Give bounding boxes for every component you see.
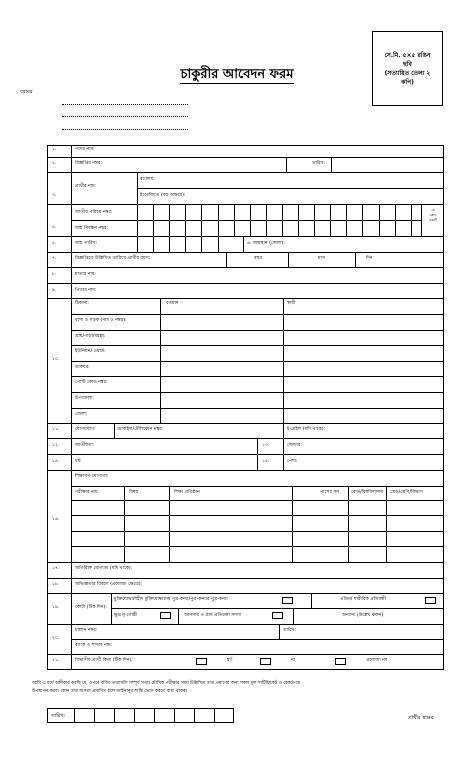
- cell-divider: [379, 204, 380, 236]
- declaration-line-1: আমি এ মর্মে অঙ্গীকার করছি যে, ওপরে বর্ণিত তথ্যাবলি সম্পূর্ণ সত্য। মৌখিক পরীক্ষার সময় উল্লিখিত তথ্য প্রমাণের জন্য সকল মূল সার্টিফিকেট ও রেকর্ডপত্র: [32, 681, 300, 686]
- row-line: [47, 267, 444, 268]
- applicant-name-label: প্রার্থীর নাম:: [75, 184, 97, 189]
- mother-name-label: মাতার নাম:: [75, 272, 96, 277]
- addressee-line-2[interactable]: [62, 116, 188, 117]
- quota-orphan-disabled-checkbox[interactable]: [425, 597, 436, 604]
- age-year-label: বছর: [254, 256, 262, 261]
- cell-divider: [257, 438, 258, 470]
- nationality-label: জাতীয়তা:: [75, 443, 95, 448]
- cell-divider: [266, 204, 267, 236]
- cell-divider: [153, 236, 154, 252]
- cell-divider: [293, 608, 294, 624]
- row-line: [47, 252, 444, 253]
- note-line: কোন: [429, 213, 437, 217]
- cell-divider: [411, 204, 412, 236]
- row-line: [71, 408, 444, 409]
- row-line: [71, 531, 444, 532]
- page-title-text: চাকুরীর আবেদন ফরম: [180, 67, 294, 82]
- row-8-number: ৮.: [52, 272, 57, 277]
- cell-divider: [330, 204, 331, 236]
- row-line: [47, 283, 444, 284]
- cell-divider: [283, 438, 284, 470]
- cell-divider: [114, 708, 115, 723]
- declaration-line-2: উপস্থাপন করব। কোন তথ্য অসত্য প্রমাণিত হলে আইনানুগ শাস্তি ভোগ করতে বাধ্য থাকব।: [32, 689, 187, 694]
- challan-date-label: তারিখ:: [283, 628, 297, 633]
- cell-divider: [134, 708, 135, 723]
- cell-divider: [114, 423, 115, 438]
- row-line: [47, 470, 444, 471]
- row-line: [71, 546, 444, 547]
- age-day-label: দিন: [366, 256, 373, 261]
- row-2-number: ২.: [52, 161, 57, 166]
- exam-name-header: পরীক্ষার নাম: [75, 490, 98, 495]
- row-line: [47, 157, 444, 158]
- footer-date-label: তারিখ:: [51, 713, 66, 719]
- occupation-label: পেশা:: [287, 459, 298, 464]
- name-bangla-label: বাংলায়:: [140, 177, 155, 182]
- cell-divider: [386, 486, 387, 562]
- departmental-yes-checkbox[interactable]: [196, 658, 207, 665]
- cell-divider: [153, 204, 154, 236]
- row-12-number: ১২.: [52, 443, 60, 448]
- departmental-yes-label: হ্যাঁ: [227, 658, 233, 663]
- cell-divider: [169, 486, 170, 562]
- row-19-number: ১৯.: [52, 605, 60, 610]
- email-label: ই-মেইল (যদি থাকে):: [287, 427, 326, 432]
- row-line: [47, 172, 444, 173]
- row-7-number: ৭.: [52, 256, 57, 261]
- cell-divider: [185, 236, 186, 252]
- row-20-number: ২০.: [52, 636, 60, 641]
- birthplace-label: ৬. জন্মস্থান (জেলা):: [247, 241, 285, 246]
- cell-divider: [362, 204, 363, 236]
- cell-divider: [201, 204, 202, 236]
- cell-divider: [283, 423, 284, 438]
- subject-header: বিষয়: [129, 490, 139, 495]
- address-field-label: জেলা:: [75, 411, 88, 417]
- departmental-na-checkbox[interactable]: [335, 658, 346, 665]
- row-line: [47, 578, 444, 579]
- cell-divider: [137, 236, 138, 252]
- address-field-label: উপজেলা:: [75, 396, 94, 401]
- name-english-label: ইংরেজিতে (বড় অক্ষরে):: [140, 193, 186, 198]
- footer-date-box[interactable]: [47, 708, 234, 723]
- age-month-label: মাস: [318, 256, 325, 261]
- row-13-number: ১৩.: [262, 443, 270, 448]
- address-field-label: ডাকঘর:: [75, 364, 90, 370]
- row-16-number: ১৬.: [52, 517, 60, 522]
- row-line: [71, 515, 444, 516]
- page-title: [0, 65, 474, 86]
- cell-divider: [298, 204, 299, 236]
- photo-line-4: কপি): [401, 78, 414, 86]
- date-of-birth-label: জন্ম তারিখ:: [75, 241, 98, 246]
- religion-label: ধর্ম:: [75, 459, 82, 464]
- quota-label: কোটা (টিক দিন):: [75, 605, 107, 610]
- addressee-line-3[interactable]: [62, 129, 188, 130]
- cell-divider: [395, 204, 396, 236]
- permanent-address-header: স্থায়ী: [287, 301, 296, 306]
- cell-divider: [250, 204, 251, 236]
- education-label: শিক্ষাগত যোগ্যতা:: [75, 474, 109, 479]
- photo-line-1: সে.মি. ৫×৫ রঙিন: [384, 51, 431, 59]
- cell-divider: [169, 236, 170, 252]
- age-label: বিজ্ঞপ্তিতে উল্লিখিত তারিখে প্রার্থীর বয়স:: [75, 256, 151, 261]
- circular-number-label: বিজ্ঞপ্তির নম্বর:: [75, 161, 102, 166]
- row-line: [71, 500, 444, 501]
- quota-ethnic-checkbox[interactable]: [160, 612, 171, 619]
- departmental-no-checkbox[interactable]: [260, 658, 271, 665]
- row-line: [47, 204, 444, 205]
- cell-divider: [218, 204, 219, 236]
- one-of-them-note: [422, 208, 444, 223]
- row-line: [71, 345, 444, 346]
- cell-divider: [174, 708, 175, 723]
- institution-header: শিক্ষা প্রতিষ্ঠান: [174, 490, 200, 495]
- cell-divider: [311, 593, 312, 608]
- present-address-header: বর্তমান: [166, 301, 179, 306]
- row-line: [111, 608, 444, 609]
- row-3-number: ৩.: [52, 193, 57, 198]
- row-18-number: ১৮.: [52, 582, 60, 587]
- row-line: [71, 392, 444, 393]
- cell-divider: [169, 204, 170, 236]
- cell-divider: [74, 708, 75, 723]
- cell-divider: [292, 486, 293, 562]
- photo-line-2: ছবি: [403, 60, 412, 68]
- row-line: [71, 639, 444, 640]
- quota-ethnic-label: ক্ষুদ্র নৃ-গোষ্ঠী: [114, 613, 138, 618]
- bank-branch-label: ব্যাংক ও শাখার নাম:: [75, 643, 113, 648]
- signature-label: প্রার্থীর স্বাক্ষর: [408, 715, 434, 721]
- address-field-label: পোস্ট কোড নম্বর:: [75, 380, 108, 386]
- mobile-label: মোবাইল/টেলিফোন নম্বর:: [117, 427, 164, 432]
- departmental-candidate-label: বিভাগীয় প্রার্থী কিনা (টিক দিন):: [75, 658, 133, 663]
- additional-qualification-label: অতিরিক্ত যোগ্যতা (যদি থাকে):: [75, 566, 133, 571]
- note-line: একটি: [428, 218, 438, 222]
- row-21-number: ২১.: [52, 658, 60, 663]
- row-4-number: ৪.: [52, 225, 57, 230]
- challan-number-label: চালান নম্বর:: [75, 628, 98, 633]
- cell-divider: [178, 608, 179, 624]
- note-line: যে: [431, 208, 435, 212]
- row-17-number: ১৭.: [52, 566, 60, 571]
- circular-date-label: তারিখ:: [312, 161, 326, 166]
- row-10-number: ১০.: [52, 357, 60, 362]
- cell-divider: [286, 157, 287, 172]
- row-15-number: ১৫.: [262, 459, 270, 464]
- cell-divider: [234, 204, 235, 236]
- row-line: [71, 486, 444, 487]
- cell-divider: [185, 204, 186, 236]
- cell-divider: [137, 204, 138, 236]
- row-line: [71, 330, 444, 331]
- cell-divider: [214, 708, 215, 723]
- cell-divider: [314, 204, 315, 236]
- nid-label: জাতীয় পরিচয় নম্বর:: [75, 210, 113, 215]
- quota-ansar-label: আনসার ও গ্রাম প্রতিরক্ষা সদস্য: [184, 613, 242, 618]
- row-line: [47, 654, 444, 655]
- row-1-number: ১.: [52, 147, 57, 152]
- cell-divider: [346, 204, 347, 236]
- gender-label: জেন্ডার:: [287, 443, 303, 448]
- cell-divider: [331, 157, 332, 172]
- departmental-no-label: না: [291, 658, 296, 663]
- passing-year-header: পাসের সন: [320, 490, 340, 495]
- cell-divider: [282, 204, 283, 236]
- address-field-label: ইউনিয়ন/ ওয়ার্ড:: [75, 349, 106, 355]
- row-14-number: ১৪.: [52, 459, 60, 464]
- row-line: [71, 361, 444, 362]
- addressee-line-1[interactable]: [62, 104, 188, 105]
- father-name-label: পিতার নাম:: [75, 288, 97, 293]
- row-line: [137, 188, 444, 189]
- addressee-label: বরাবর: [20, 89, 33, 95]
- row-line: [47, 593, 444, 594]
- quota-freedom-fighter-label: মুক্তিযোদ্ধা/শহীদ মুক্তিযোদ্ধাদের পুত্র-কন্যা/পুত্র-কন্যার পুত্র-কন্যা: [114, 597, 228, 602]
- row-line: [47, 624, 444, 625]
- cell-divider: [355, 252, 356, 267]
- birth-registration-label: জন্ম নিবন্ধন নম্বর:: [75, 226, 109, 231]
- address-field-label: গ্রাম/পাড়া/মহল্লা:: [75, 333, 106, 339]
- row-line: [47, 562, 444, 563]
- row-line: [47, 423, 444, 424]
- post-name-label: পদের নাম:: [75, 147, 95, 152]
- row-line: [71, 220, 421, 221]
- cell-divider: [243, 236, 244, 252]
- row-line: [47, 438, 444, 439]
- cell-divider: [124, 486, 125, 562]
- cell-divider: [94, 708, 95, 723]
- grade-header: গ্রেড/শ্রেণি/বিভাগ: [390, 490, 423, 495]
- cell-divider: [226, 252, 227, 267]
- address-label: ঠিকানা:: [75, 301, 89, 306]
- row-line: [47, 298, 444, 299]
- quota-orphan-disabled-label: এতিম/ শারীরিক প্রতিবন্ধী: [340, 597, 386, 602]
- experience-label: অভিজ্ঞতার বিবরণ (প্রযোজ্য ক্ষেত্রে):: [75, 582, 143, 587]
- departmental-na-label: প্রযোজ্য নয়: [366, 658, 388, 663]
- row-5-number: ৫.: [52, 241, 57, 246]
- row-line: [71, 314, 444, 315]
- row-line: [47, 236, 444, 237]
- cell-divider: [201, 236, 202, 252]
- quota-freedom-fighter-checkbox[interactable]: [282, 597, 293, 604]
- cell-divider: [348, 486, 349, 562]
- quota-ansar-checkbox[interactable]: [272, 612, 283, 619]
- row-line: [47, 454, 444, 455]
- cell-divider: [218, 236, 219, 252]
- photo-line-3: (সত্যায়িত তেলা ২: [384, 69, 431, 77]
- address-field-label: বাসা ও সড়ক (নাম ও নম্বর):: [75, 318, 127, 323]
- cell-divider: [194, 708, 195, 723]
- contact-label: যোগাযোগ:: [75, 427, 96, 432]
- cell-divider: [279, 624, 280, 639]
- row-9-number: ৯.: [52, 288, 57, 293]
- cell-divider: [288, 252, 289, 267]
- row-line: [71, 376, 444, 377]
- row-11-number: ১১.: [52, 427, 60, 432]
- board-header: বোর্ড/বিশ্ববিদ্যালয়: [351, 490, 384, 495]
- cell-divider: [154, 708, 155, 723]
- quota-other-label: অন্যান্য (উল্লেখ করুন): [342, 613, 384, 618]
